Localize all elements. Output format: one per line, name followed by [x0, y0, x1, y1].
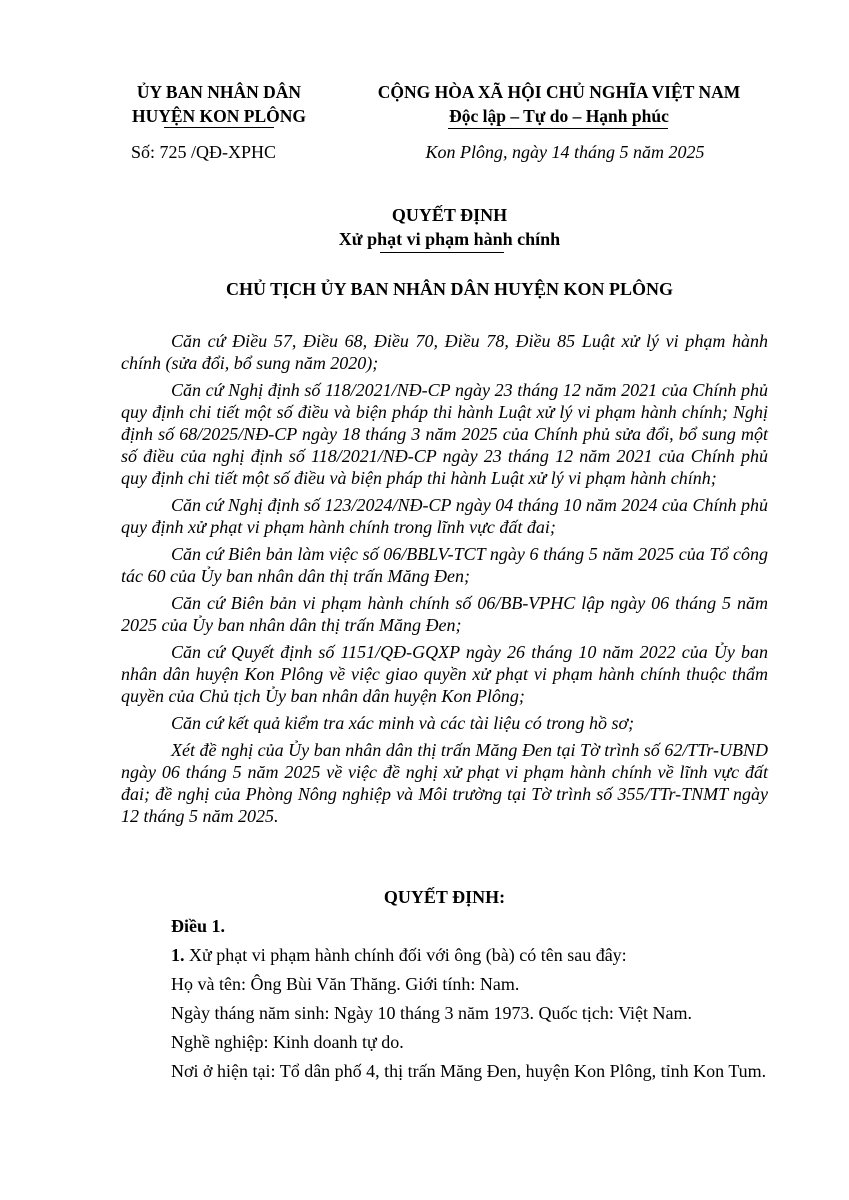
preamble: [121, 330, 768, 832]
document-number: Số: 725 /QĐ-XPHC: [131, 142, 277, 162]
article-1-heading: Điều 1.: [171, 916, 225, 936]
national-header: [354, 80, 764, 128]
issuing-agency: [108, 80, 330, 128]
preamble-clause: Căn cứ Điều 57, Điều 68, Điều 70, Điều 78, Điều 85 Luật xử lý vi phạm hành chính (sửa đổi, bổ sung năm 2020);: [121, 331, 768, 373]
preamble-clause: Căn cứ Quyết định số 1151/QĐ-GQXP ngày 26 tháng 10 năm 2022 của Ủy ban nhân dân huyện Kon Plông về việc giao quyền xử phạt vi phạm hành chính thuộc thẩm quyền của Chủ tịch Ủy ban nhân dân huyện Kon Plông;: [121, 642, 768, 706]
preamble-clause: Căn cứ kết quả kiểm tra xác minh và các tài liệu có trong hồ sơ;: [171, 713, 635, 733]
preamble-clause: Căn cứ Biên bản làm việc số 06/BBLV-TCT ngày 6 tháng 5 năm 2025 của Tổ công tác 60 của Ủy ban nhân dân thị trấn Măng Đen;: [121, 544, 768, 586]
article-1-item-1: [121, 944, 768, 966]
subject-underline: [380, 252, 504, 253]
place-and-date: Kon Plông, ngày 14 tháng 5 năm 2025: [425, 142, 705, 162]
item-text: Xử phạt vi phạm hành chính đối với ông (bà) có tên sau đây:: [184, 945, 627, 965]
article-1: [121, 915, 768, 1089]
preamble-clause: Căn cứ Biên bản vi phạm hành chính số 06/BB-VPHC lập ngày 06 tháng 5 năm 2025 của Ủy ban nhân dân thị trấn Măng Đen;: [121, 593, 768, 635]
document-title: QUYẾT ĐỊNH: [391, 205, 508, 225]
agency-line-2: HUYỆN KON PLÔNG: [131, 106, 307, 126]
issuing-authority: CHỦ TỊCH ỦY BAN NHÂN DÂN HUYỆN KON PLÔNG: [225, 279, 674, 299]
preamble-clause: Căn cứ Nghị định số 118/2021/NĐ-CP ngày 23 tháng 12 năm 2021 của Chính phủ quy định chi tiết một số điều và biện pháp thi hành Luật xử lý vi phạm hành chính; Nghị định số 68/2025/NĐ-CP ngày 18 tháng 3 năm 2025 của Chính phủ sửa đổi, bổ sung một số điều của nghị định số 118/2021/NĐ-CP ngày 23 tháng 12 năm 2021 của Chính phủ quy định chi tiết một số điều và biện pháp thi hành Luật xử lý vi phạm hành chính;: [121, 380, 768, 488]
preamble-clause: Xét đề nghị của Ủy ban nhân dân thị trấn Măng Đen tại Tờ trình số 62/TTr-UBND ngày 06 tháng 5 năm 2025 về việc đề nghị xử phạt vi phạm hành chính về lĩnh vực đất đai; đề nghị của Phòng Nông nghiệp và Môi trường tại Tờ trình số 355/TTr-TNMT ngày 12 tháng 5 năm 2025.: [121, 740, 768, 826]
violator-name: Họ và tên: Ông Bùi Văn Thăng. Giới tính: Nam.: [171, 974, 520, 994]
violator-birth: Ngày tháng năm sinh: Ngày 10 tháng 3 năm 1973. Quốc tịch: Việt Nam.: [171, 1003, 692, 1023]
violator-address: Nơi ở hiện tại: Tổ dân phố 4, thị trấn Măng Đen, huyện Kon Plông, tỉnh Kon Tum.: [171, 1061, 767, 1081]
agency-underline: [164, 127, 274, 128]
nation-motto: Độc lập – Tự do – Hạnh phúc: [449, 106, 669, 126]
decision-heading: QUYẾT ĐỊNH:: [383, 887, 506, 907]
violator-job: Nghề nghiệp: Kinh doanh tự do.: [171, 1032, 404, 1052]
preamble-clause: Căn cứ Nghị định số 123/2024/NĐ-CP ngày 04 tháng 10 năm 2024 của Chính phủ quy định xử phạt vi phạm hành chính trong lĩnh vực đất đai;: [121, 495, 768, 537]
document-subject: Xử phạt vi phạm hành chính: [338, 229, 561, 249]
motto-underline: [448, 128, 668, 129]
nation-name: CỘNG HÒA XÃ HỘI CHỦ NGHĨA VIỆT NAM: [377, 82, 741, 102]
agency-line-1: ỦY BAN NHÂN DÂN: [136, 82, 302, 102]
item-number: 1.: [171, 945, 185, 965]
